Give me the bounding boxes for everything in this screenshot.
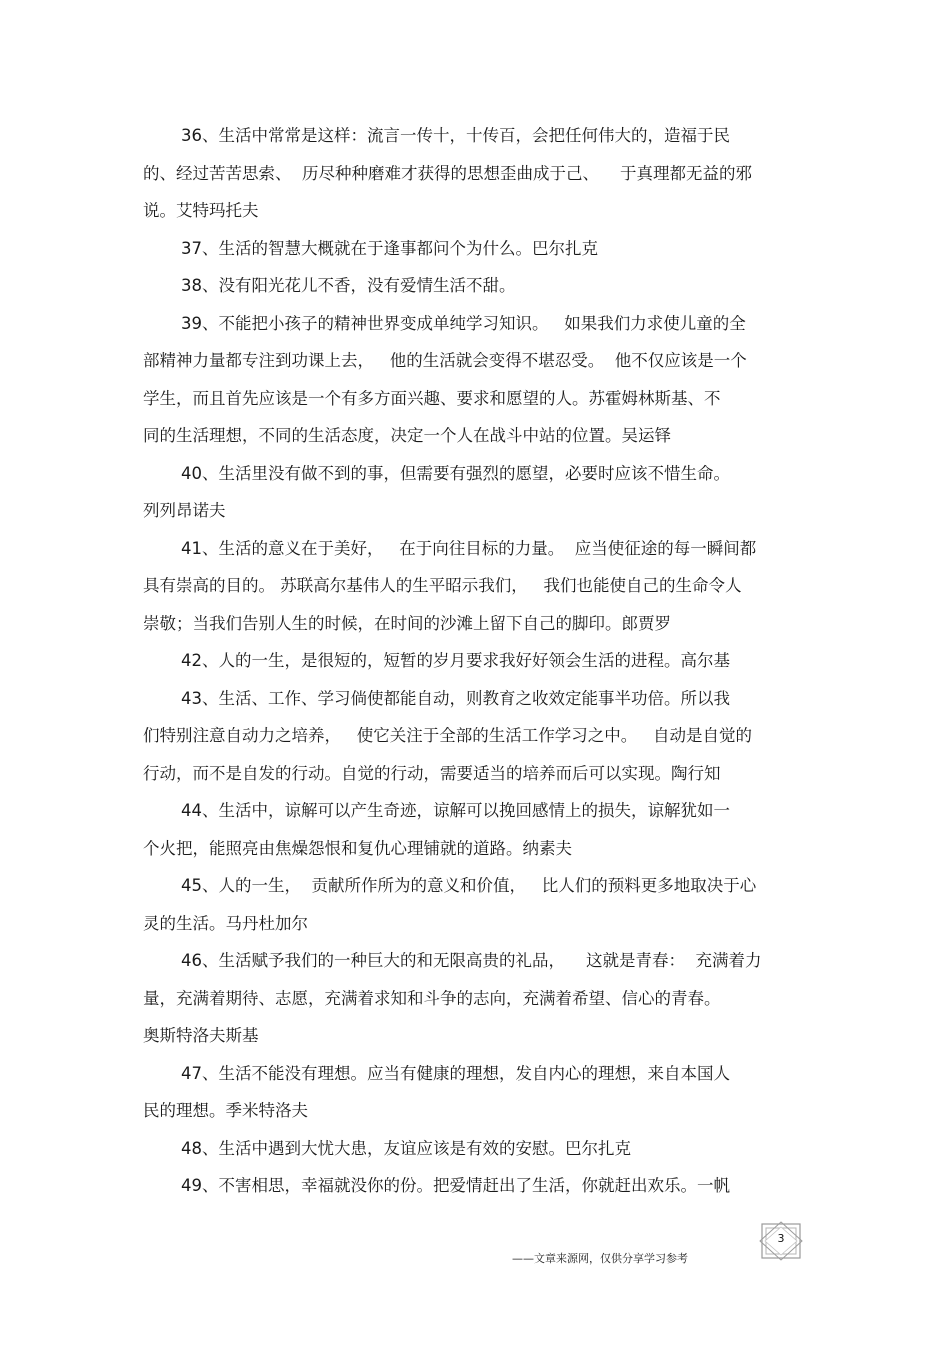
paragraph-line: 45、人的一生， 贡献所作所为的意义和价值， 比人们的预料更多地取决于心 <box>181 876 757 895</box>
quote-list <box>143 117 808 1205</box>
paragraph-line: 部精神力量都专注到功课上去， 他的生活就会变得不堪忍受。 他不仅应该是一个 <box>143 351 747 370</box>
paragraph-line: 说。艾特玛托夫 <box>143 201 259 220</box>
paragraph-line: 们特别注意自动力之培养， 使它关注于全部的生活工作学习之中。 自动是自觉的 <box>143 726 752 745</box>
paragraph-line: 46、生活赋予我们的一种巨大的和无限高贵的礼品， 这就是青春： 充满着力 <box>181 951 762 970</box>
paragraph-line: 灵的生活。马丹杜加尔 <box>143 913 308 933</box>
quote-paragraph <box>143 230 808 268</box>
paragraph-line: 42、人的一生，是很短的，短暂的岁月要求我好好领会生活的进程。高尔基 <box>181 651 730 670</box>
quote-paragraph <box>143 1130 808 1168</box>
quote-paragraph <box>143 305 808 455</box>
page-number: 3 <box>777 1232 785 1245</box>
quote-paragraph <box>143 942 808 1055</box>
paragraph-line: 38、没有阳光花儿不香，没有爱情生活不甜。 <box>181 276 516 295</box>
paragraph-line: 学生，而且首先应该是一个有多方面兴趣、要求和愿望的人。苏霍姆林斯基、不 <box>143 388 721 408</box>
quote-paragraph <box>143 1055 808 1130</box>
paragraph-line: 43、生活、工作、学习倘使都能自动，则教育之收效定能事半功倍。所以我 <box>181 688 730 708</box>
paragraph-line: 民的理想。季米特洛夫 <box>143 1101 308 1120</box>
paragraph-line: 47、生活不能没有理想。应当有健康的理想，发自内心的理想，来自本国人 <box>181 1063 730 1083</box>
paragraph-line: 40、生活里没有做不到的事，但需要有强烈的愿望，必要时应该不惜生命。 <box>181 463 730 483</box>
paragraph-line: 44、生活中，谅解可以产生奇迹，谅解可以挽回感情上的损失，谅解犹如一 <box>181 801 730 820</box>
paragraph-line: 41、生活的意义在于美好， 在于向往目标的力量。 应当使征途的每一瞬间都 <box>181 538 757 558</box>
paragraph-line: 具有崇高的目的。 苏联高尔基伟人的生平昭示我们， 我们也能使自己的生命令人 <box>143 576 742 595</box>
quote-paragraph <box>143 792 808 867</box>
quote-paragraph <box>143 642 808 680</box>
paragraph-line: 37、生活的智慧大概就在于逢事都问个为什么。巴尔扎克 <box>181 238 598 258</box>
footer-source-note: ——文章来源网，仅供分享学习参考 <box>512 1252 688 1265</box>
quote-paragraph <box>143 117 808 230</box>
quote-paragraph <box>143 267 808 305</box>
quote-paragraph <box>143 455 808 530</box>
paragraph-line: 奥斯特洛夫斯基 <box>143 1026 259 1045</box>
paragraph-line: 个火把，能照亮由焦燥怨恨和复仇心理铺就的道路。纳素夫 <box>143 838 572 858</box>
quote-paragraph <box>143 680 808 793</box>
quote-paragraph <box>143 1167 808 1205</box>
paragraph-line: 39、不能把小孩子的精神世界变成单纯学习知识。 如果我们力求使儿童的全 <box>181 313 746 333</box>
paragraph-line: 行动，而不是自发的行动。自觉的行动，需要适当的培养而后可以实现。陶行知 <box>143 763 721 783</box>
quote-paragraph <box>143 530 808 643</box>
paragraph-line: 48、生活中遇到大忧大患，友谊应该是有效的安慰。巴尔扎克 <box>181 1138 631 1158</box>
paragraph-line: 列列昂诺夫 <box>143 501 226 520</box>
paragraph-line: 同的生活理想，不同的生活态度，决定一个人在战斗中站的位置。吴运铎 <box>143 426 671 445</box>
paragraph-line: 的、经过苦苦思索、 历尽种种磨难才获得的思想歪曲成于己、 于真理都无益的邪 <box>143 163 752 183</box>
quote-paragraph <box>143 867 808 942</box>
page-number-badge <box>756 1220 806 1262</box>
paragraph-line: 崇敬；当我们告别人生的时候，在时间的沙滩上留下自己的脚印。郎贾罗 <box>143 613 671 633</box>
paragraph-line: 36、生活中常常是这样：流言一传十，十传百，会把任何伟大的，造福于民 <box>181 126 730 145</box>
paragraph-line: 量，充满着期待、志愿，充满着求知和斗争的志向，充满着希望、信心的青春。 <box>143 988 721 1008</box>
paragraph-line: 49、不害相思，幸福就没你的份。把爱情赶出了生活，你就赶出欢乐。一帆 <box>181 1176 730 1195</box>
